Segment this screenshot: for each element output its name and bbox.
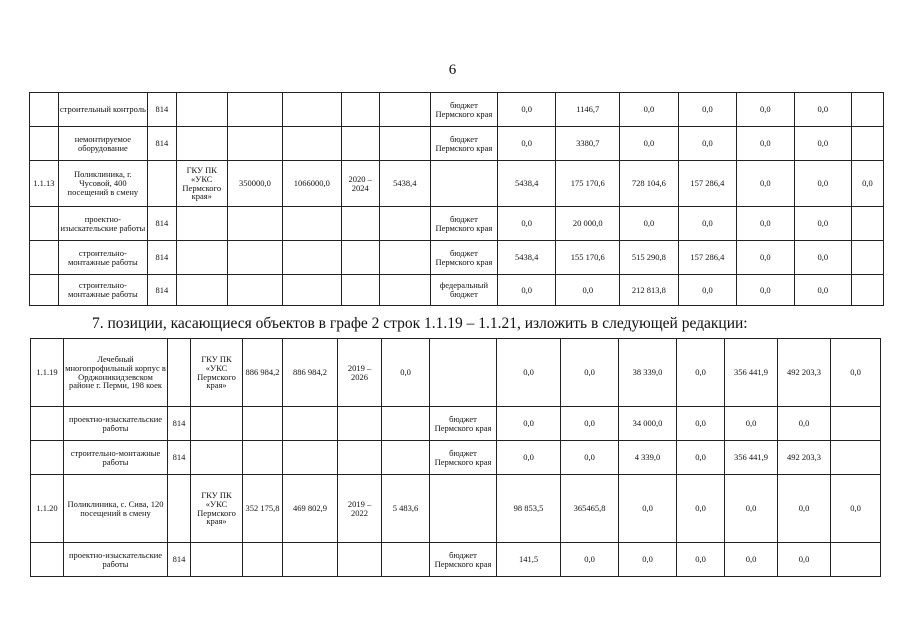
table-cell: 0,0 [794,93,851,127]
table-cell: 0,0 [678,275,736,306]
table-cell: 0,0 [678,93,736,127]
table-cell: 814 [148,207,177,241]
table-cell: 0,0 [382,339,430,407]
table-cell: 814 [168,543,191,577]
table-cell [191,543,243,577]
table-cell: 0,0 [831,339,881,407]
table-cell: немонтируемое оборудование [58,127,147,161]
table-cell [851,127,883,161]
table-cell: 469 802,9 [283,475,338,543]
table-cell: 5438,4 [497,241,555,275]
table-cell: строительно-монтажные работы [58,275,147,306]
table-cell: ГКУ ПК «УКС Пермского края» [176,161,227,207]
table-cell [283,407,338,441]
table-cell [430,161,497,207]
table-cell [851,275,883,306]
table-cell [341,93,379,127]
table-row [31,543,881,577]
table-cell [176,241,227,275]
table-cell [243,407,283,441]
table-cell: ГКУ ПК «УКС Пермского края» [191,475,243,543]
table-cell: 212 813,8 [620,275,678,306]
table-row [31,475,881,543]
table-cell: 886 984,2 [243,339,283,407]
table-cell: ГКУ ПК «УКС Пермского края» [191,339,243,407]
table-cell [338,407,382,441]
table-row [31,407,881,441]
table-cell [851,241,883,275]
table-cell: бюджет Пермского края [430,207,497,241]
table-cell: 157 286,4 [678,161,736,207]
table-cell [283,93,341,127]
table-cell: 0,0 [725,543,778,577]
table-cell [176,275,227,306]
table-cell [379,275,430,306]
table-cell [379,241,430,275]
table-cell: 0,0 [561,441,619,475]
table-cell: 814 [148,93,177,127]
table-cell: проектно-изыскательские работы [58,207,147,241]
table-cell: 352 175,8 [243,475,283,543]
table-cell: 0,0 [778,475,831,543]
table-cell: 0,0 [497,93,555,127]
table-cell [191,441,243,475]
table-cell: 2019 – 2022 [338,475,382,543]
table-cell [176,127,227,161]
table-cell: 141,5 [497,543,561,577]
table-cell: 350000,0 [227,161,282,207]
table-cell [283,207,341,241]
table-cell [30,207,59,241]
table-row [30,275,884,306]
table-cell [341,275,379,306]
table-cell [243,543,283,577]
table-cell [30,241,59,275]
table-cell [338,543,382,577]
table-cell: проектно-изыскательские работы [64,543,168,577]
table-cell: бюджет Пермского края [430,543,497,577]
table-row [30,93,884,127]
table-cell: 0,0 [794,127,851,161]
table-cell: 0,0 [677,441,725,475]
table-cell: 155 170,6 [556,241,620,275]
table-cell [341,241,379,275]
table-cell [831,543,881,577]
table-cell: 2019 – 2026 [338,339,382,407]
table-cell: 4 339,0 [619,441,677,475]
table-cell: 0,0 [725,475,778,543]
table-cell: 0,0 [561,339,619,407]
table-cell: 0,0 [831,475,881,543]
table-cell: федеральный бюджет [430,275,497,306]
table-cell: строительный контроль [58,93,147,127]
table-row [30,207,884,241]
table-cell: 728 104,6 [620,161,678,207]
table-cell: 0,0 [737,241,794,275]
table-cell: 814 [148,275,177,306]
table-cell: 814 [168,441,191,475]
table-cell: 0,0 [497,407,561,441]
table-cell: 3380,7 [556,127,620,161]
table-cell [831,407,881,441]
table-cell: 0,0 [678,127,736,161]
table-cell: строительно-монтажные работы [58,241,147,275]
table-cell [338,441,382,475]
table-cell: бюджет Пермского края [430,127,497,161]
table-cell: Лечебный многопрофильный корпус в Орджоникидзевском районе г. Перми, 198 коек [64,339,168,407]
table-cell: 0,0 [794,275,851,306]
table-cell: 5438,4 [379,161,430,207]
table-row [30,161,884,207]
table-cell [379,207,430,241]
table-cell [430,339,497,407]
table-cell [831,441,881,475]
table-cell: 0,0 [619,475,677,543]
table-cell [379,127,430,161]
table-row [30,241,884,275]
table-cell [851,93,883,127]
table-cell: 157 286,4 [678,241,736,275]
table-cell [283,275,341,306]
table-cell: 365465,8 [561,475,619,543]
table-cell: 0,0 [561,407,619,441]
table-cell: Поликлиника, с. Сива, 120 посещений в смену [64,475,168,543]
table-cell: 0,0 [620,127,678,161]
table-cell: 0,0 [497,207,555,241]
table-cell [176,93,227,127]
table-cell [227,207,282,241]
table-cell: 0,0 [497,441,561,475]
table-cell: 38 339,0 [619,339,677,407]
table-cell [341,207,379,241]
table-cell: 0,0 [556,275,620,306]
table-cell: 98 853,5 [497,475,561,543]
table-cell: проектно-изыскательские работы [64,407,168,441]
table-row [31,441,881,475]
table-cell [341,127,379,161]
table-cell [227,275,282,306]
table-cell: 886 984,2 [283,339,338,407]
table-cell: 0,0 [794,161,851,207]
table-cell [30,93,59,127]
table-cell: бюджет Пермского края [430,241,497,275]
table-cell: 0,0 [737,207,794,241]
table-cell [379,93,430,127]
table-cell: 0,0 [497,275,555,306]
table-cell: 0,0 [794,207,851,241]
table-cell [227,93,282,127]
table-cell: 814 [168,407,191,441]
table-cell: 175 170,6 [556,161,620,207]
table-cell [148,161,177,207]
table-cell [31,441,64,475]
table-row [31,339,881,407]
table-cell: 0,0 [737,127,794,161]
table-cell [382,407,430,441]
table-cell: 0,0 [778,407,831,441]
table-cell: 0,0 [497,127,555,161]
table-cell: 1.1.13 [30,161,59,207]
table-cell [227,127,282,161]
section-heading: 7. позиции, касающиеся объектов в графе 2 строк 1.1.19 – 1.1.21, изложить в следующей редакции: [92,315,748,332]
table-cell [283,241,341,275]
table-cell: 0,0 [794,241,851,275]
table-cell: 5438,4 [497,161,555,207]
table-cell: 0,0 [678,207,736,241]
table-cell: 0,0 [851,161,883,207]
table-cell: 0,0 [620,207,678,241]
table-cell: 0,0 [561,543,619,577]
table-cell: 0,0 [677,475,725,543]
table-cell [30,127,59,161]
table-cell [30,275,59,306]
table-cell: 34 000,0 [619,407,677,441]
table-row [30,127,884,161]
table-cell [191,407,243,441]
table-cell [283,441,338,475]
table-top [29,92,884,306]
table-cell: 1066000,0 [283,161,341,207]
table-cell [283,543,338,577]
table-cell: 1.1.20 [31,475,64,543]
table-cell [382,441,430,475]
table-cell: 356 441,9 [725,441,778,475]
table-cell: 20 000,0 [556,207,620,241]
table-cell: 1.1.19 [31,339,64,407]
table-cell: 0,0 [778,543,831,577]
table-cell: 0,0 [677,407,725,441]
table-cell: 492 203,3 [778,441,831,475]
table-cell: бюджет Пермского края [430,93,497,127]
table-cell [168,339,191,407]
table-cell: 2020 – 2024 [341,161,379,207]
table-cell [382,543,430,577]
table-cell: бюджет Пермского края [430,441,497,475]
table-cell: 0,0 [737,161,794,207]
table-cell: 0,0 [619,543,677,577]
table-cell: бюджет Пермского края [430,407,497,441]
table-cell [430,475,497,543]
table-cell [283,127,341,161]
table-cell [851,207,883,241]
table-cell [168,475,191,543]
table-cell: Поликлиника, г. Чусовой, 400 посещений в смену [58,161,147,207]
table-cell: 5 483,6 [382,475,430,543]
table-cell: 0,0 [737,275,794,306]
table-cell: 0,0 [620,93,678,127]
table-cell: 0,0 [725,407,778,441]
table-cell [31,543,64,577]
table-cell: 814 [148,127,177,161]
table-cell: 0,0 [677,339,725,407]
table-cell: 515 290,8 [620,241,678,275]
table-cell: 814 [148,241,177,275]
table-cell: 356 441,9 [725,339,778,407]
table-cell [31,407,64,441]
table-cell: 0,0 [737,93,794,127]
table-cell [227,241,282,275]
table-cell: 0,0 [497,339,561,407]
table-cell: строительно-монтажные работы [64,441,168,475]
page-number: 6 [448,62,457,78]
table-cell: 1146,7 [556,93,620,127]
table-cell [176,207,227,241]
table-bottom [30,338,881,577]
table-cell [243,441,283,475]
table-cell: 0,0 [677,543,725,577]
table-cell: 492 203,3 [778,339,831,407]
